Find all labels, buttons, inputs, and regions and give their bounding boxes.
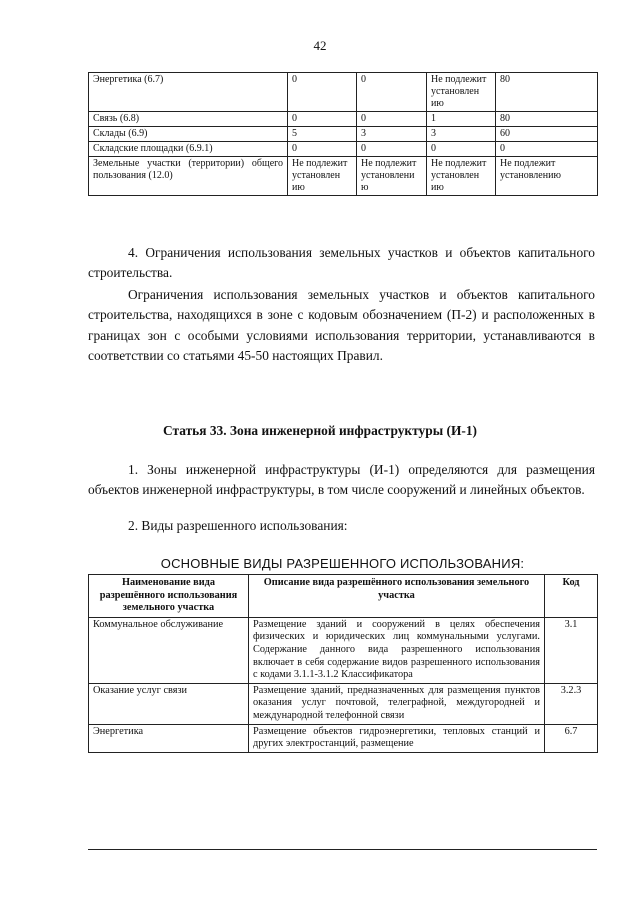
table-cell: 80 (496, 112, 598, 127)
table-cell: Размещение объектов гидроэнергетики, тепловых станций и других электростанций, размещение (249, 724, 545, 752)
table-cell: 0 (427, 142, 496, 157)
column-header-description: Описание вида разрешённого использования земельного участка (249, 575, 545, 618)
zones-paragraph: 1. Зоны инженерной инфраструктуры (И-1) определяются для размещения объектов инженерной инфраструктуры, в том числе сооружений и линейных объектов. (88, 462, 595, 498)
column-header-name: Наименование вида разрешённого использования земельного участка (89, 575, 249, 618)
table-cell: Складские площадки (6.9.1) (89, 142, 288, 157)
table-cell: Связь (6.8) (89, 112, 288, 127)
permitted-use-table (88, 574, 598, 753)
table-header-row (89, 575, 598, 618)
permitted-use-types-paragraph: 2. Виды разрешенного использования: (128, 518, 348, 533)
page-number: 42 (313, 38, 327, 53)
table-row (89, 112, 598, 127)
table-cell: 60 (496, 127, 598, 142)
regulation-parameters-table (88, 72, 598, 196)
table-row (89, 617, 598, 683)
table-cell: Оказание услуг связи (89, 683, 249, 724)
table-cell: 0 (288, 112, 357, 127)
table-cell: Размещение зданий и сооружений в целях обеспечения физических и юридических лиц коммунальными услугами. Содержание данного вида разрешенного использования включает в себя содержание видов разрешенного использования с кодами 3.1.1-3.1.2 Классификатора (249, 617, 545, 683)
table-cell: Энергетика (89, 724, 249, 752)
table-cell: Земельные участки (территории) общего пользования (12.0) (89, 157, 288, 196)
restrictions-heading: 4. Ограничения использования земельных участков и объектов капитального строительства. (88, 245, 595, 281)
table-cell: Размещение зданий, предназначенных для размещения пунктов оказания услуг почтовой, телеграфной, междугородней и международной телефонной связи (249, 683, 545, 724)
table-caption: ОСНОВНЫЕ ВИДЫ РАЗРЕШЕННОГО ИСПОЛЬЗОВАНИЯ: (160, 556, 525, 571)
table-cell: 3 (357, 127, 427, 142)
table-cell: 80 (496, 73, 598, 112)
table-cell: 0 (357, 112, 427, 127)
restrictions-paragraph: Ограничения использования земельных участков и объектов капитального строительства, находящихся в зоне с кодовым обозначением (П-2) и расположенных в границах зон с особыми условиями использования территории, устанавливаются в соответствии со статьями 45-50 настоящих Правил. (88, 287, 595, 364)
table-row (89, 73, 598, 112)
table-cell: Не подлежит установлен ию (288, 157, 357, 196)
table-cell: 0 (288, 142, 357, 157)
table-cell: 0 (496, 142, 598, 157)
table-cell: 5 (288, 127, 357, 142)
table-row (89, 724, 598, 752)
table-cell: 0 (357, 142, 427, 157)
article-title: Статья 33. Зона инженерной инфраструктуры (И-1) (163, 423, 477, 438)
table-cell: 0 (288, 73, 357, 112)
table-cell: Коммунальное обслуживание (89, 617, 249, 683)
table-cell: Не подлежит установлению (496, 157, 598, 196)
table-cell: 3 (427, 127, 496, 142)
table-row (89, 683, 598, 724)
table-row (89, 127, 598, 142)
table-cell: Не подлежит установлен ию (427, 157, 496, 196)
table-cell: Склады (6.9) (89, 127, 288, 142)
table-cell: Энергетика (6.7) (89, 73, 288, 112)
page-bottom-rule (88, 849, 597, 850)
table-cell: 6.7 (545, 724, 598, 752)
column-header-code: Код (545, 575, 598, 618)
table-cell: 3.1 (545, 617, 598, 683)
table-cell: 0 (357, 73, 427, 112)
table-cell: 1 (427, 112, 496, 127)
table-cell: Не подлежит установлен ию (427, 73, 496, 112)
table-cell: 3.2.3 (545, 683, 598, 724)
table-row (89, 157, 598, 196)
table-cell: Не подлежит установлени ю (357, 157, 427, 196)
table-row (89, 142, 598, 157)
